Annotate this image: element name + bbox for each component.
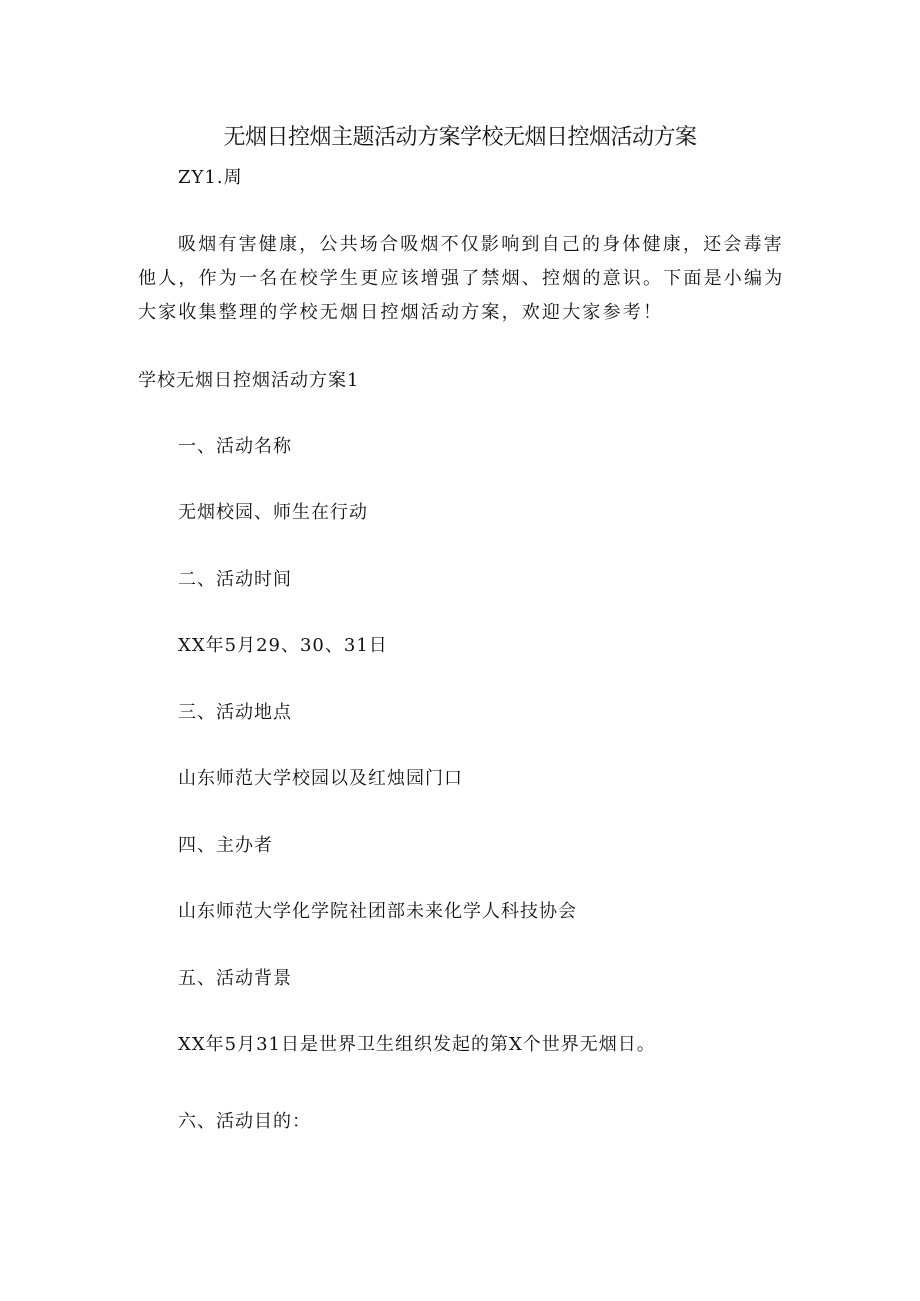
section-content-organizer: 山东师范大学化学院社团部未来化学人科技协会	[178, 901, 577, 922]
document-title: 无烟日控烟主题活动方案学校无烟日控烟活动方案	[223, 125, 697, 150]
section-content-time: XX年5月29、30、31日	[178, 635, 388, 656]
section-content-location: 山东师范大学校园以及红烛园门口	[178, 768, 463, 789]
section-heading-time: 二、活动时间	[178, 569, 292, 590]
intro-paragraph: 吸烟有害健康，公共场合吸烟不仅影响到自己的身体健康，还会毒害他人，作为一名在校学生更应该增强了禁烟、控烟的意识。下面是小编为大家收集整理的学校无烟日控烟活动方案，欢迎大家参考！	[138, 234, 785, 323]
plan-heading: 学校无烟日控烟活动方案1	[138, 370, 360, 391]
document-meta: ZY1.周	[178, 167, 243, 188]
section-heading-background: 五、活动背景	[178, 968, 292, 989]
section-heading-location: 三、活动地点	[178, 702, 292, 723]
section-content-name: 无烟校园、师生在行动	[178, 502, 368, 523]
section-heading-purpose: 六、活动目的：	[178, 1111, 311, 1132]
section-heading-name: 一、活动名称	[178, 436, 292, 457]
section-content-background: XX年5月31日是世界卫生组织发起的第X个世界无烟日。	[178, 1034, 656, 1055]
section-heading-organizer: 四、主办者	[178, 835, 273, 856]
